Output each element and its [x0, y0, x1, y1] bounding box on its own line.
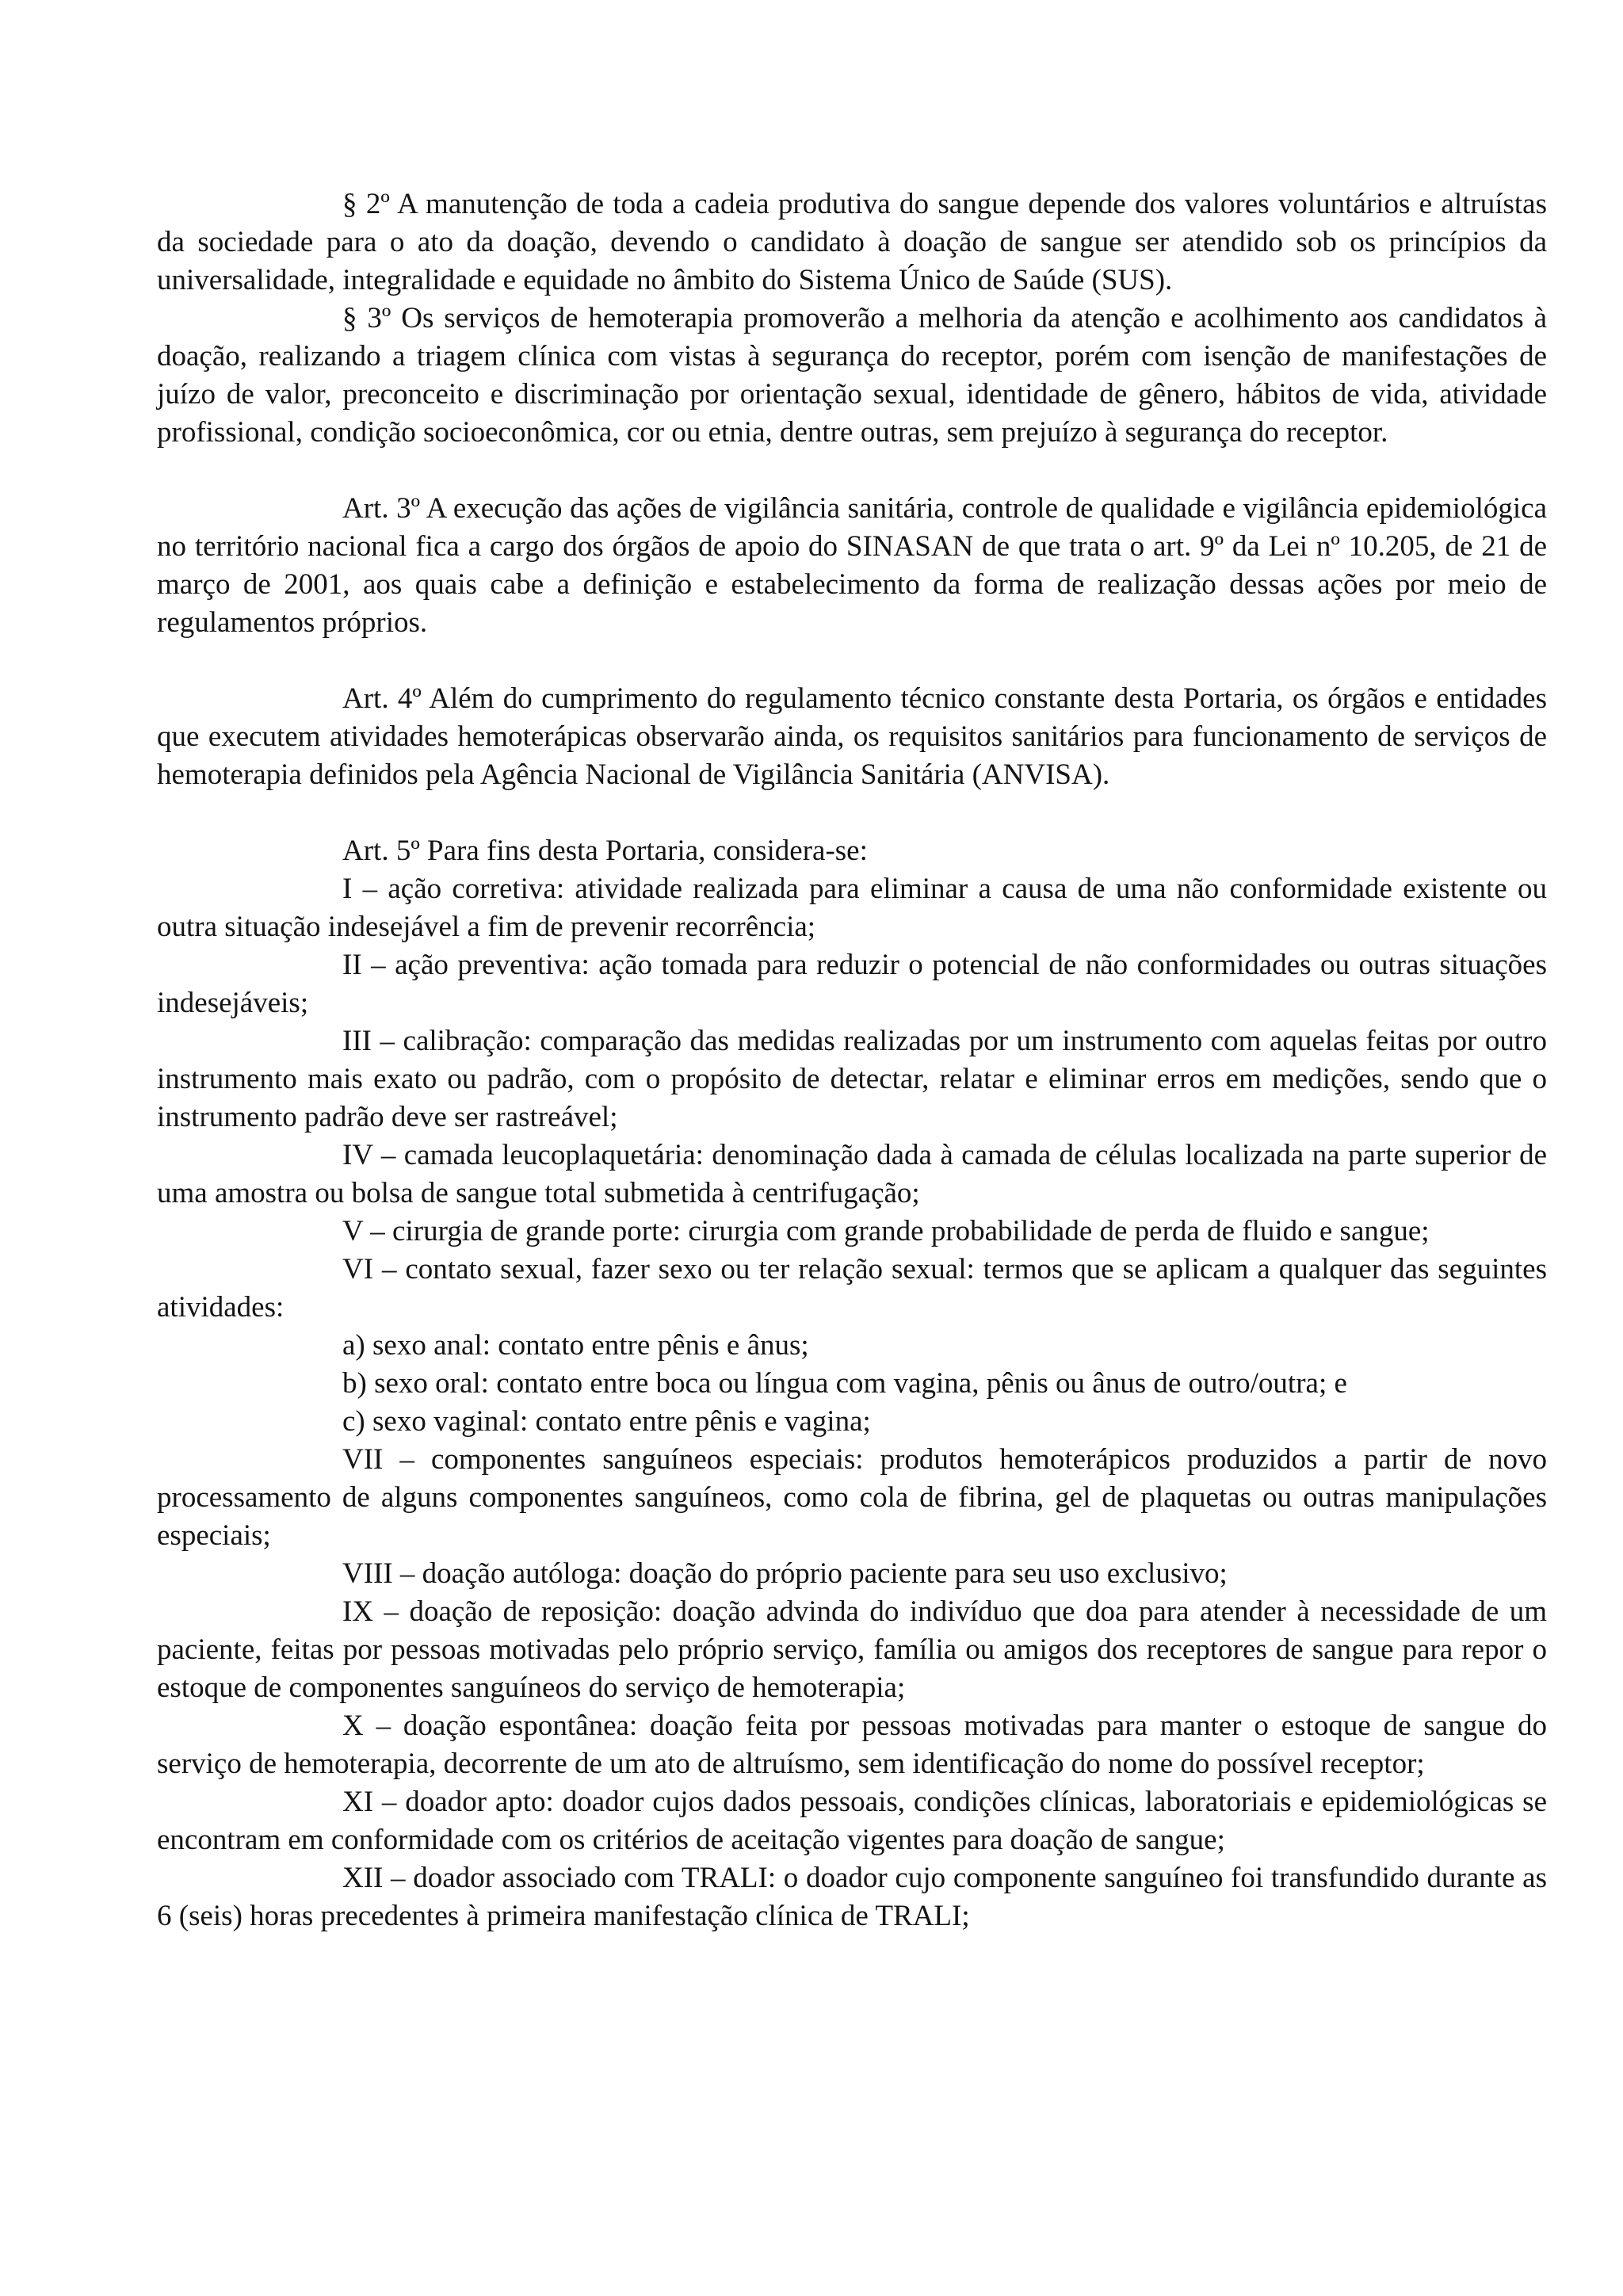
item-vii: VII – componentes sanguíneos especiais: produtos hemoterápicos produzidos a partir de novo processamento de alguns componentes sanguíneos, como cola de fibrina, gel de plaquetas ou outras manipulações especiais;: [157, 1443, 1547, 1552]
item-ii: II – ação preventiva: ação tomada para reduzir o potencial de não conformidades ou outras situações indesejáveis;: [157, 949, 1547, 1019]
item-xi: XI – doador apto: doador cujos dados pessoais, condições clínicas, laboratoriais e epidemiológicas se encontram em conformidade com os critérios de aceitação vigentes para doação de sangue;: [157, 1786, 1547, 1856]
item-i: I – ação corretiva: atividade realizada para eliminar a causa de uma não conformidade existente ou outra situação indesejável a fim de prevenir recorrência;: [157, 873, 1547, 943]
paragraph-section-2: § 2º A manutenção de toda a cadeia produtiva do sangue depende dos valores voluntários e altruístas da sociedade para o ato da doação, devendo o candidato à doação de sangue ser atendido sob os princípios da universalidade, integralidade e equidade no âmbito do Sistema Único de Saúde (SUS).: [157, 188, 1547, 296]
item-iv: IV – camada leucoplaquetária: denominação dada à camada de células localizada na parte superior de uma amostra ou bolsa de sangue total submetida à centrifugação;: [157, 1139, 1547, 1209]
article-5-heading: Art. 5º Para fins desta Portaria, considera-se:: [342, 835, 868, 867]
item-v: V – cirurgia de grande porte: cirurgia com grande probabilidade de perda de fluido e sangue;: [342, 1215, 1430, 1247]
paragraph-section-3: § 3º Os serviços de hemoterapia promoverão a melhoria da atenção e acolhimento aos candidatos à doação, realizando a triagem clínica com vistas à segurança do receptor, porém com isenção de manifestações de juízo de valor, preconceito e discriminação por orientação sexual, identidade de gênero, hábitos de vida, atividade profissional, condição socioeconômica, cor ou etnia, dentre outras, sem prejuízo à segurança do receptor.: [157, 302, 1547, 449]
item-vi-b: b) sexo oral: contato entre boca ou língua com vagina, pênis ou ânus de outro/outra; e: [342, 1367, 1347, 1400]
item-vi: VI – contato sexual, fazer sexo ou ter relação sexual: termos que se aplicam a qualquer das seguintes atividades:: [157, 1253, 1547, 1324]
item-vi-a: a) sexo anal: contato entre pênis e ânus;: [342, 1329, 809, 1362]
item-ix: IX – doação de reposição: doação advinda do indivíduo que doa para atender à necessidade de um paciente, feitas por pessoas motivadas pelo próprio serviço, família ou amigos dos receptores de sangue para repor o estoque de componentes sanguíneos do serviço de hemoterapia;: [157, 1595, 1547, 1704]
document-page: [157, 185, 1547, 1935]
article-3: Art. 3º A execução das ações de vigilância sanitária, controle de qualidade e vigilância epidemiológica no território nacional fica a cargo dos órgãos de apoio do SINASAN de que trata o art. 9º da Lei nº 10.205, de 21 de março de 2001, aos quais cabe a definição e estabelecimento da forma de realização dessas ações por meio de regulamentos próprios.: [157, 492, 1547, 639]
item-vi-c: c) sexo vaginal: contato entre pênis e vagina;: [342, 1405, 871, 1438]
item-x: X – doação espontânea: doação feita por pessoas motivadas para manter o estoque de sangue do serviço de hemoterapia, decorrente de um ato de altruísmo, sem identificação do nome do possível receptor;: [157, 1710, 1547, 1780]
item-xii: XII – doador associado com TRALI: o doador cujo componente sanguíneo foi transfundido durante as 6 (seis) horas precedentes à primeira manifestação clínica de TRALI;: [157, 1862, 1547, 1932]
item-iii: III – calibração: comparação das medidas realizadas por um instrumento com aquelas feitas por outro instrumento mais exato ou padrão, com o propósito de detectar, relatar e eliminar erros em medições, sendo que o instrumento padrão deve ser rastreável;: [157, 1025, 1547, 1133]
article-4: Art. 4º Além do cumprimento do regulamento técnico constante desta Portaria, os órgãos e entidades que executem atividades hemoterápicas observarão ainda, os requisitos sanitários para funcionamento de serviços de hemoterapia definidos pela Agência Nacional de Vigilância Sanitária (ANVISA).: [157, 682, 1547, 791]
item-viii: VIII – doação autóloga: doação do próprio paciente para seu uso exclusivo;: [342, 1557, 1228, 1590]
